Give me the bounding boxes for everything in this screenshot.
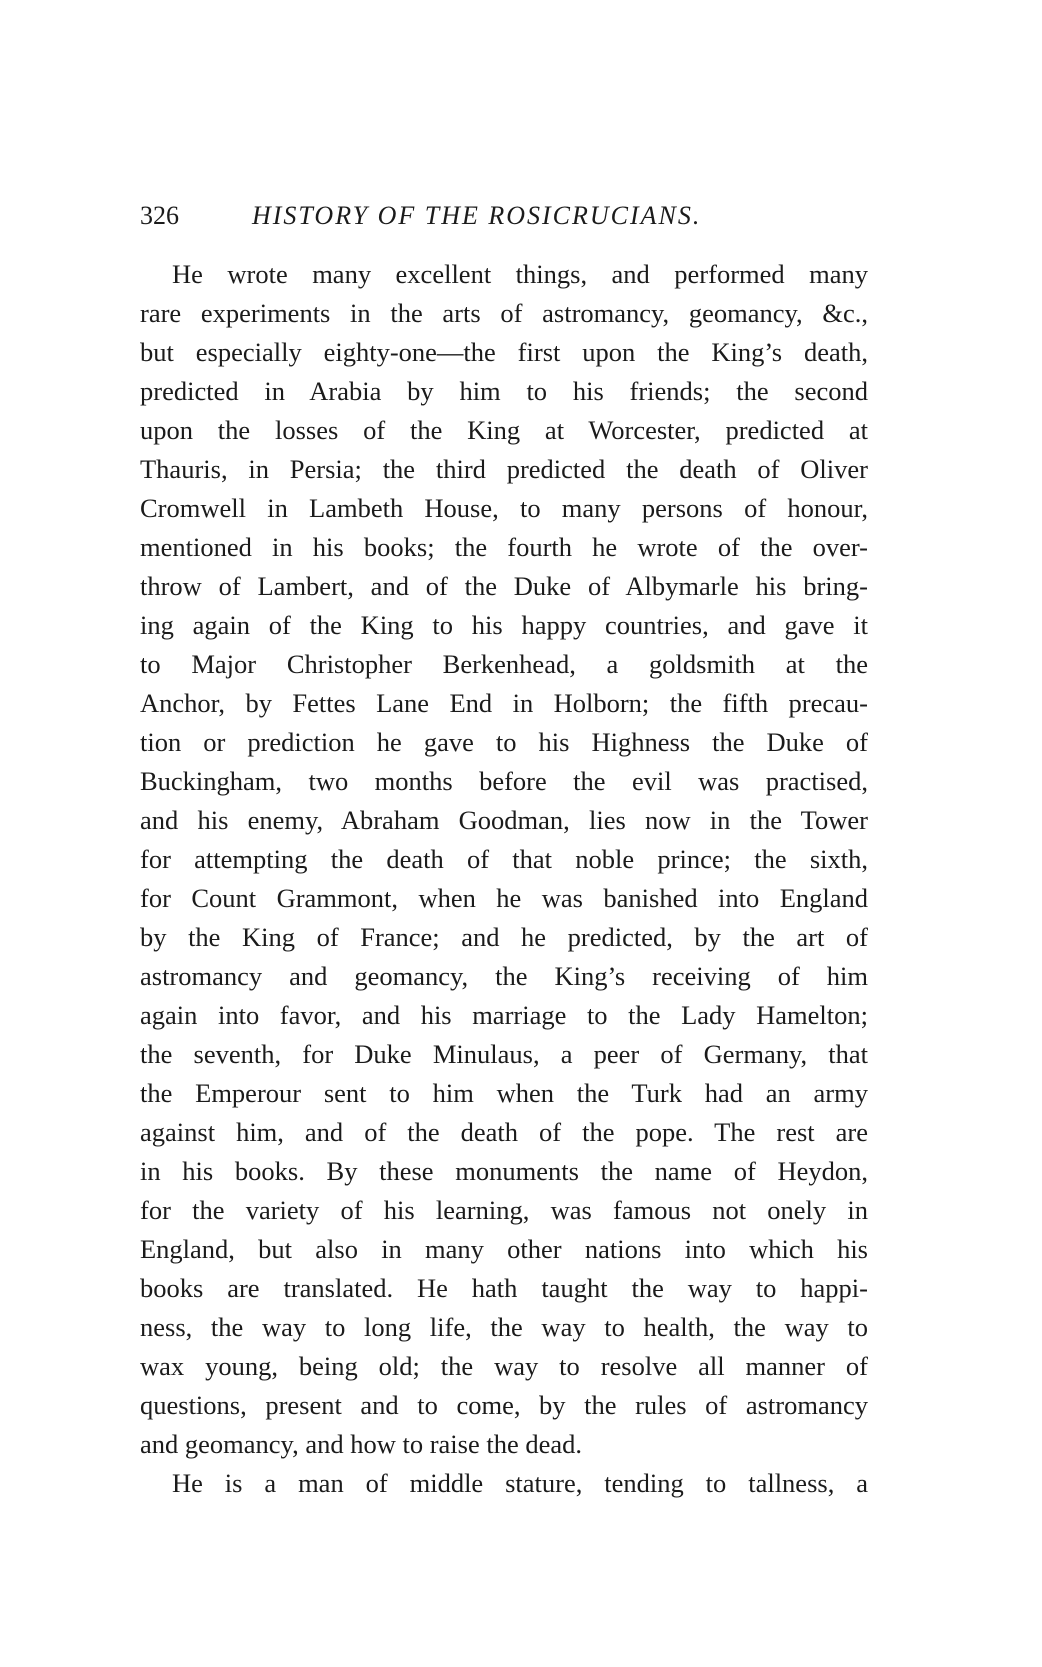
- text-line: He is a man of middle stature, tending to tallness, a: [172, 1468, 868, 1498]
- text-line: Anchor, by Fettes Lane End in Holborn; the fifth precau-: [140, 688, 868, 718]
- text-line: the seventh, for Duke Minulaus, a peer of Germany, that: [140, 1039, 868, 1069]
- text-line: to Major Christopher Berkenhead, a goldsmith at the: [140, 649, 868, 679]
- text-line: for Count Grammont, when he was banished into England: [140, 883, 868, 913]
- running-title: HISTORY OF THE ROSICRUCIANS.: [252, 201, 702, 230]
- text-line: rare experiments in the arts of astromancy, geomancy, &c.,: [140, 298, 868, 328]
- text-line: for attempting the death of that noble prince; the sixth,: [140, 844, 868, 874]
- text-line: by the King of France; and he predicted, by the art of: [140, 922, 868, 952]
- text-line: for the variety of his learning, was famous not onely in: [140, 1195, 868, 1225]
- text-line: England, but also in many other nations into which his: [140, 1234, 868, 1264]
- text-line: astromancy and geomancy, the King’s receiving of him: [140, 961, 868, 991]
- text-line: the Emperour sent to him when the Turk had an army: [140, 1078, 868, 1108]
- text-line: and his enemy, Abraham Goodman, lies now in the Tower: [140, 805, 868, 835]
- text-line: and geomancy, and how to raise the dead.: [140, 1429, 582, 1459]
- text-line: questions, present and to come, by the rules of astromancy: [140, 1390, 868, 1420]
- text-line: again into favor, and his marriage to the Lady Hamelton;: [140, 1000, 868, 1030]
- text-line: throw of Lambert, and of the Duke of Albymarle his bring-: [140, 571, 868, 601]
- text-line: in his books. By these monuments the name of Heydon,: [140, 1156, 868, 1186]
- text-line: Cromwell in Lambeth House, to many persons of honour,: [140, 493, 868, 523]
- text-line: against him, and of the death of the pope. The rest are: [140, 1117, 868, 1147]
- text-line: He wrote many excellent things, and performed many: [172, 259, 868, 289]
- page-header: [140, 198, 870, 238]
- page-number: 326: [140, 201, 179, 230]
- text-line: books are translated. He hath taught the way to happi-: [140, 1273, 868, 1303]
- text-line: ness, the way to long life, the way to health, the way to: [140, 1312, 868, 1342]
- text-line: but especially eighty-one—the first upon the King’s death,: [140, 337, 868, 367]
- text-line: Thauris, in Persia; the third predicted the death of Oliver: [140, 454, 868, 484]
- text-line: tion or prediction he gave to his Highness the Duke of: [140, 727, 868, 757]
- text-line: predicted in Arabia by him to his friends; the second: [140, 376, 868, 406]
- text-line: Buckingham, two months before the evil was practised,: [140, 766, 868, 796]
- text-line: upon the losses of the King at Worcester, predicted at: [140, 415, 868, 445]
- text-line: ing again of the King to his happy countries, and gave it: [140, 610, 868, 640]
- text-line: mentioned in his books; the fourth he wrote of the over-: [140, 532, 868, 562]
- text-line: wax young, being old; the way to resolve all manner of: [140, 1351, 868, 1381]
- body-text: [140, 255, 868, 1503]
